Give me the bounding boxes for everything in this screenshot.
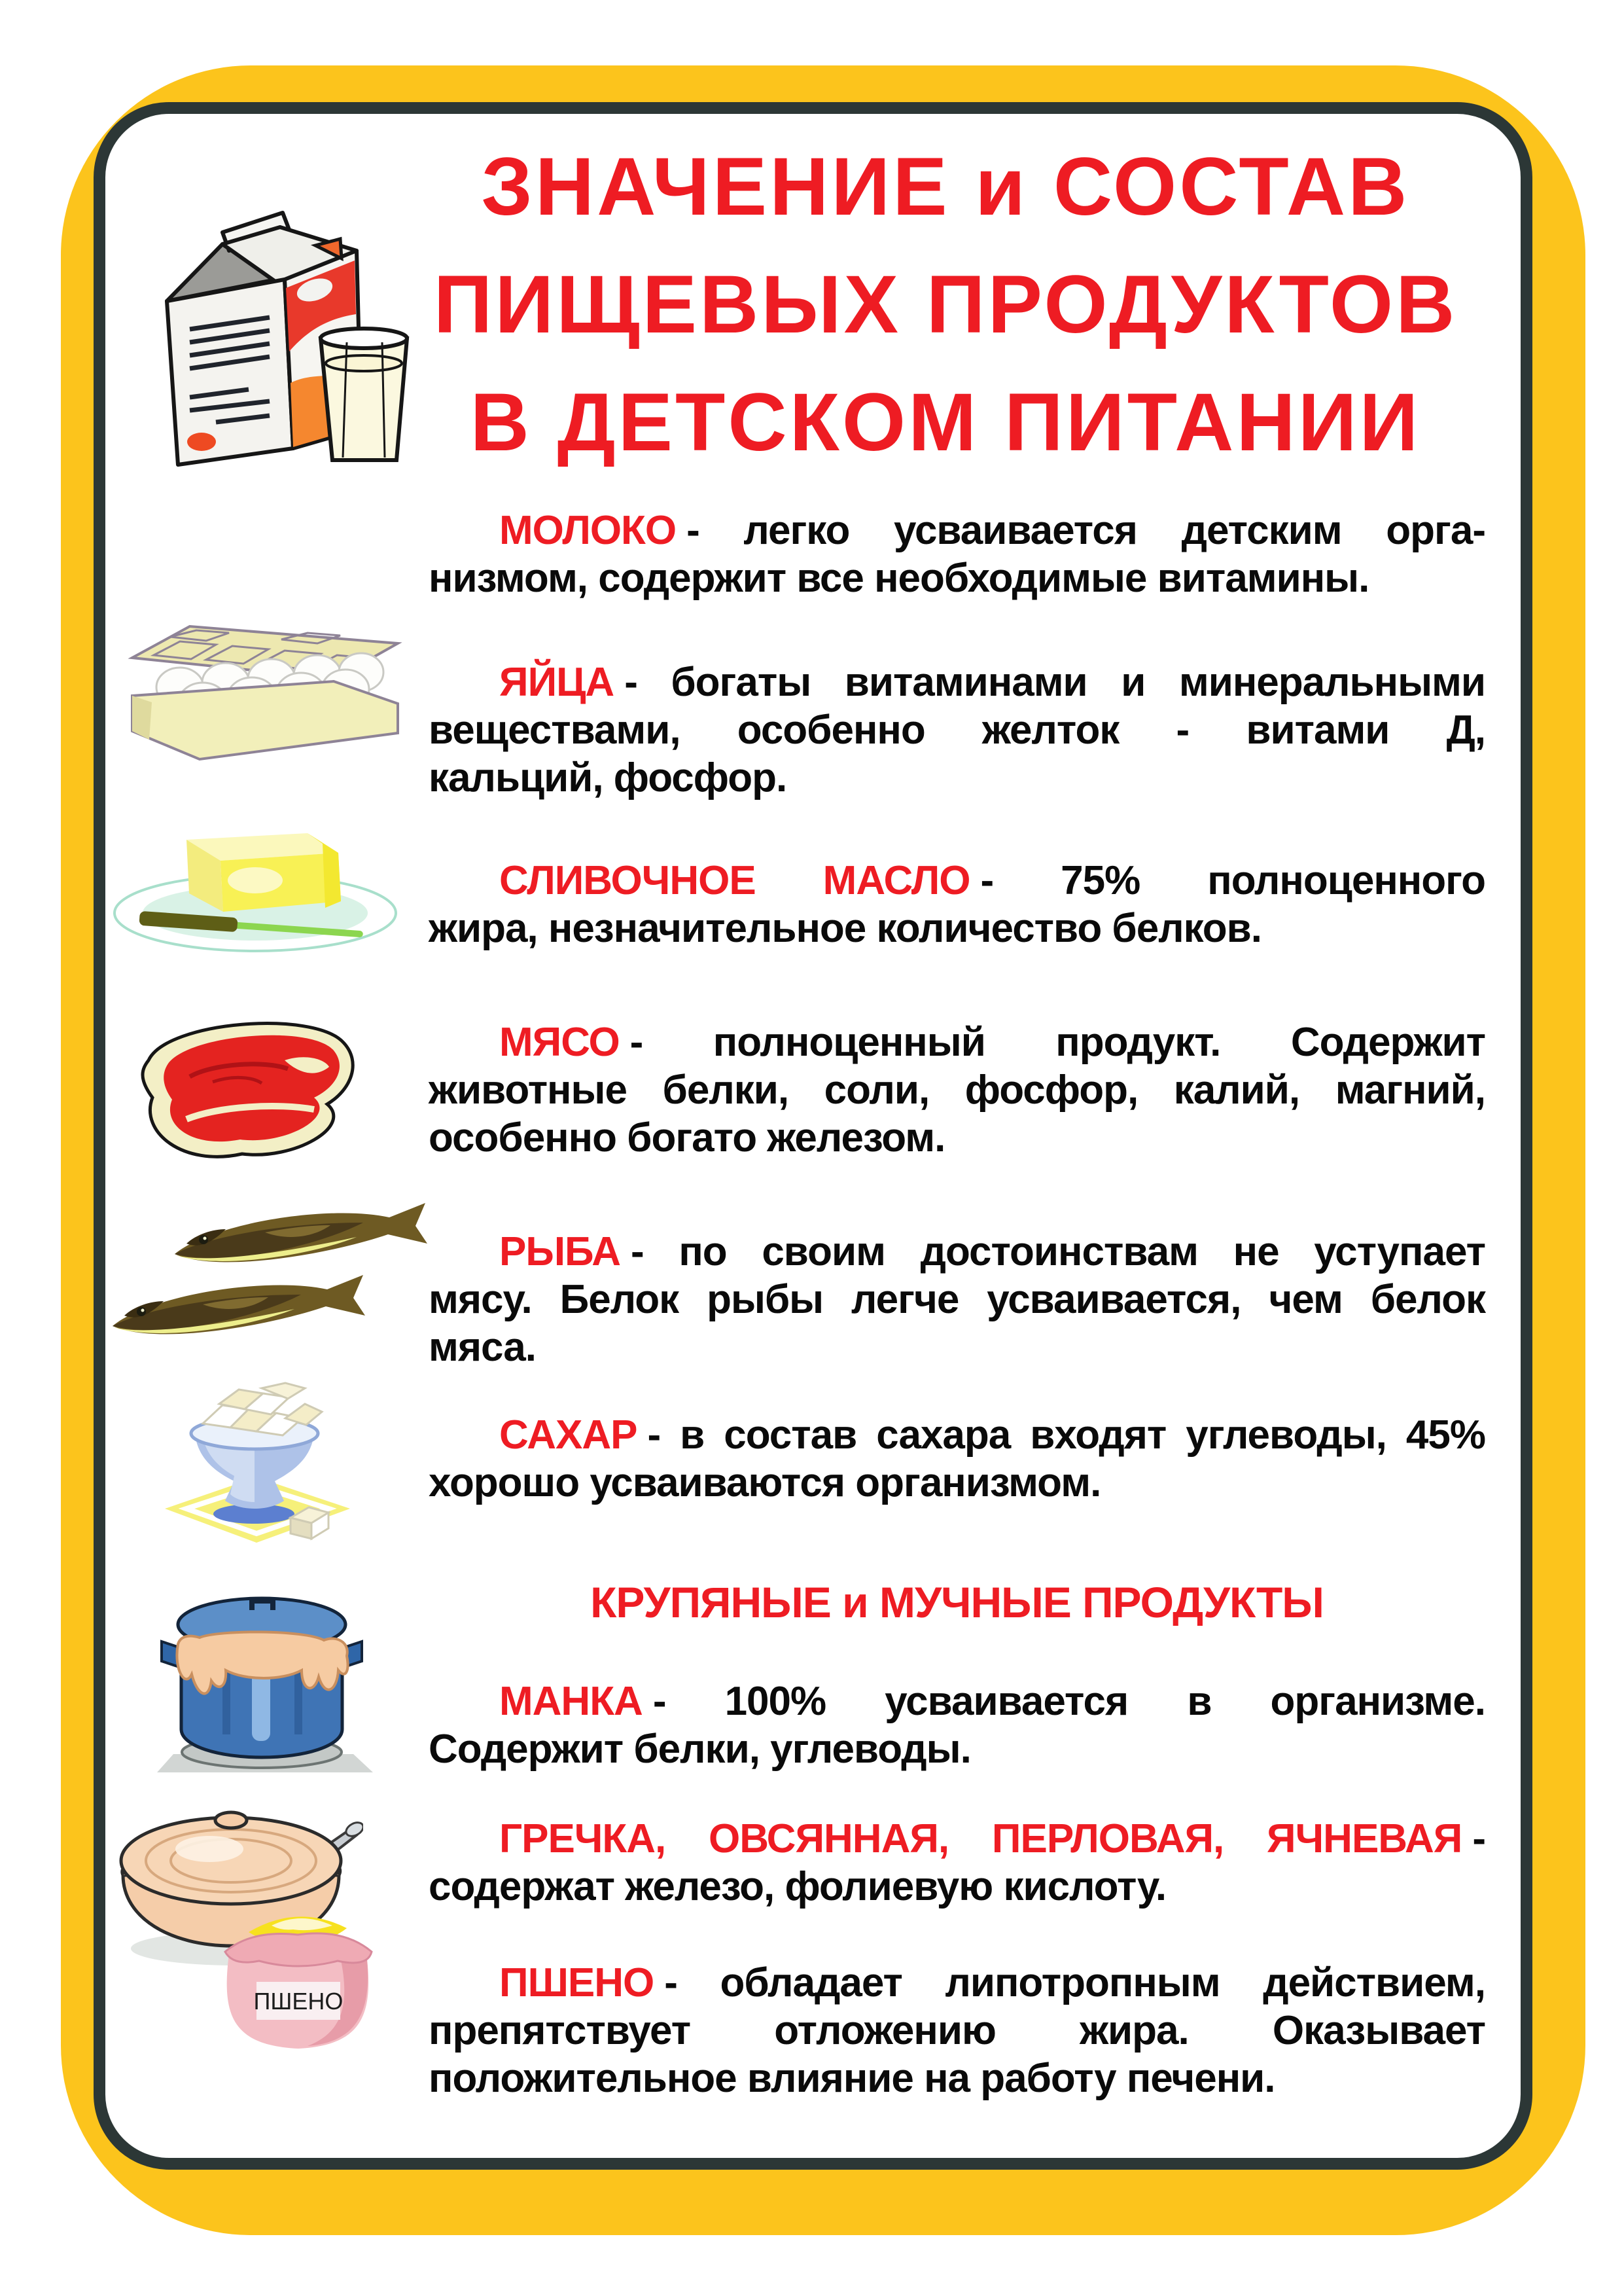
pan-lid-shine — [175, 1836, 243, 1862]
sugar-bowl-icon — [157, 1378, 357, 1558]
keyword-fish: РЫБА — [499, 1229, 621, 1274]
text-line: жира, незначительное количество белков. — [429, 906, 1262, 951]
section-millet — [429, 1959, 1485, 2102]
keyword-eggs: ЯЙЦА — [499, 660, 614, 705]
text-line: мясу. Белок рыбы легче усваивается, чем белок — [429, 1277, 1485, 1322]
text-line: - легко усваивается детским орга- — [686, 508, 1485, 553]
fish-back — [175, 1203, 427, 1262]
text-line: - — [1472, 1816, 1485, 1861]
keyword-meat: МЯСО — [499, 1020, 620, 1065]
section-meat — [429, 1018, 1485, 1162]
text-line: положительное влияние на работу печени. — [429, 2056, 1275, 2101]
pan-knob — [215, 1812, 247, 1828]
text-line: веществами, особенно желток - витами Д, — [429, 708, 1485, 753]
title-line-1: ЗНАЧЕНИЕ и СОСТАВ — [481, 141, 1410, 232]
egg-carton-base — [132, 681, 398, 759]
subheading-cereals: КРУПЯНЫЕ и МУЧНЫЕ ПРОДУКТЫ — [590, 1578, 1324, 1626]
keyword-butter: СЛИВОЧНОЕ МАСЛО — [499, 858, 970, 903]
section-milk — [429, 507, 1485, 602]
text-line: - обладает липотропным действием, — [664, 1960, 1485, 2005]
butter-block — [186, 833, 341, 912]
pot-icon — [154, 1564, 373, 1774]
keyword-milk: МОЛОКО — [499, 508, 677, 553]
text-line: - по своим достоинствам не уступает — [631, 1229, 1485, 1274]
carton-dot — [187, 433, 216, 451]
text-line: кальций, фосфор. — [429, 755, 787, 800]
fish-icon — [105, 1198, 455, 1368]
text-line: особенно богато железом. — [429, 1115, 945, 1160]
keyword-millet: ПШЕНО — [499, 1960, 654, 2005]
millet-bag-icon — [209, 1892, 389, 2058]
carton-front — [167, 279, 293, 465]
text-line: животные белки, соли, фосфор, калий, магний, — [429, 1067, 1485, 1113]
bag-fold — [225, 1933, 372, 1966]
milk-glass — [321, 329, 407, 460]
text-line: - полноценный продукт. Содержит — [629, 1020, 1485, 1065]
text-line: Содержит белки, углеводы. — [429, 1727, 971, 1772]
section-eggs — [429, 658, 1485, 802]
butter-icon — [108, 815, 402, 956]
section-fish — [429, 1228, 1485, 1371]
title-line-3: В ДЕТСКОМ ПИТАНИИ — [470, 377, 1421, 468]
text-line: содержат железо, фолиевую кислоту. — [429, 1864, 1167, 1909]
text-line: - в состав сахара входят углеводы, 45% — [647, 1412, 1485, 1458]
text-line: - богаты витаминами и минеральными — [624, 660, 1485, 705]
bag-label-text: ПШЕНО — [253, 1988, 344, 2015]
text-line: - 100% усваивается в организме. — [652, 1679, 1485, 1724]
section-sugar — [429, 1411, 1485, 1507]
text-line: мяса. — [429, 1325, 536, 1370]
egg-carton-icon — [118, 619, 409, 785]
title-line-2: ПИЩЕВЫХ ПРОДУКТОВ — [433, 259, 1458, 350]
section-butter — [429, 857, 1485, 952]
poster-title — [275, 128, 1616, 482]
text-line: низмом, содержит все необходимые витамины. — [429, 556, 1369, 601]
text-line: препятствует отложению жира. Оказывает — [429, 2008, 1485, 2053]
keyword-groats: ГРЕЧКА, ОВСЯННАЯ, ПЕРЛОВАЯ, ЯЧНЕВАЯ — [499, 1816, 1462, 1861]
section-semolina — [429, 1677, 1485, 1773]
fish-front — [113, 1275, 365, 1334]
meat-icon — [128, 998, 370, 1178]
milk-carton-icon — [124, 167, 422, 475]
keyword-sugar: САХАР — [499, 1412, 637, 1458]
section-groats — [429, 1815, 1485, 1910]
text-line: хорошо усваиваются организмом. — [429, 1460, 1101, 1505]
keyword-semolina: МАНКА — [499, 1679, 643, 1724]
text-line: - 75% полноценного — [980, 858, 1485, 903]
